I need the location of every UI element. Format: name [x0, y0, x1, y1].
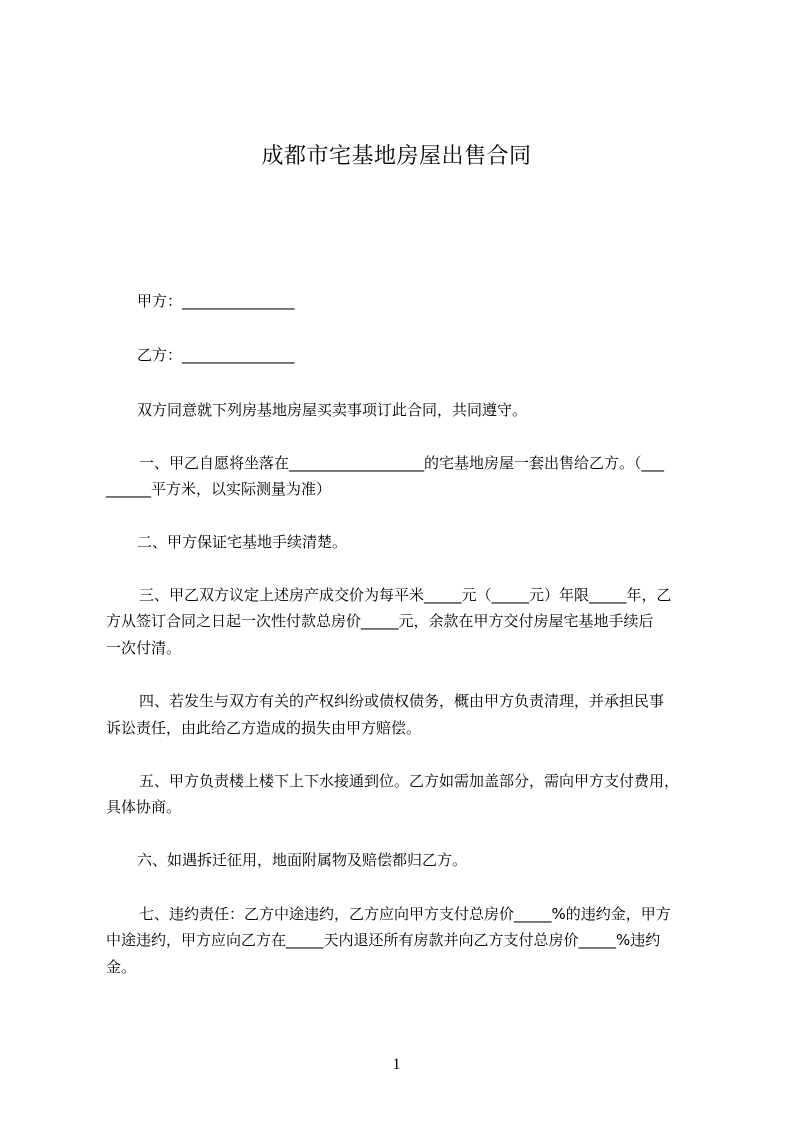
party-a-line: 甲方：_______________ [137, 292, 295, 310]
clause-2-line-1: 二、甲方保证宅基地手续清楚。 [137, 533, 348, 551]
clause-7-line-2: 中途违约，甲方应向乙方在_____天内退还所有房款并向乙方支付总房价_____%违约 [106, 931, 661, 949]
clause-3-line-2: 方从签订合同之日起一次性付款总房价_____元，余款在甲方交付房屋宅基地手续后 [106, 612, 654, 630]
clause-4-line-1: 四、若发生与双方有关的产权纠纷或债权债务，概由甲方负责清理，并承担民事 [139, 692, 665, 710]
clause-3-line-3: 一次付清。 [106, 639, 182, 657]
clause-7-line-1: 七、违约责任：乙方中途违约，乙方应向甲方支付总房价_____%的违约金，甲方 [139, 905, 671, 923]
clause-1-line-2: ______平方米，以实际测量为准） [106, 480, 332, 498]
party-b-line: 乙方：_______________ [137, 346, 295, 364]
clause-1-line-1: 一、甲乙自愿将坐落在__________________的宅基地房屋一套出售给乙方。（___ [139, 454, 665, 472]
clause-7-line-3: 金。 [106, 958, 137, 976]
document-title: 成都市宅基地房屋出售合同 [261, 144, 532, 169]
intro-paragraph: 双方同意就下列房基地房屋买卖事项订此合同，共同遵守。 [137, 401, 528, 419]
page-number: 1 [392, 1056, 401, 1073]
clause-3-line-1: 三、甲乙双方议定上述房产成交价为每平米_____元（_____元）年限_____年，乙 [139, 586, 672, 604]
clause-5-line-2: 具体协商。 [106, 798, 182, 816]
clause-4-line-2: 诉讼责任，由此给乙方造成的损失由甲方赔偿。 [106, 719, 422, 737]
clause-6-line-1: 六、如遇拆迁征用，地面附属物及赔偿都归乙方。 [137, 851, 468, 869]
clause-5-line-1: 五、甲方负责楼上楼下上下水接通到位。乙方如需加盖部分，需向甲方支付费用， [139, 772, 680, 790]
